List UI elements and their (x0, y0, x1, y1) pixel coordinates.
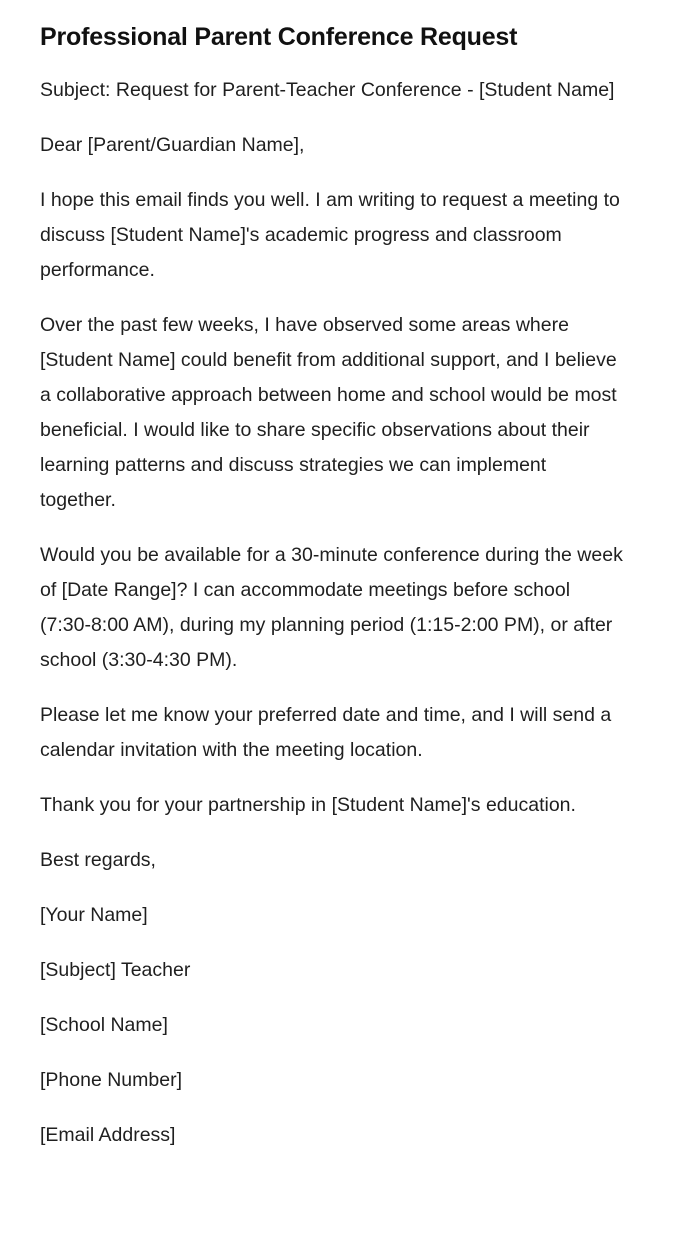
page-title: Professional Parent Conference Request (40, 23, 518, 51)
paragraph-intro: I hope this email finds you well. I am writing to request a meeting to discuss [Student Name]'s academic progress and classroom performance. (40, 188, 620, 281)
paragraph-availability: Would you be available for a 30-minute conference during the week of [Date Range]? I can accommodate meetings before school (7:30-8:00 AM), during my planning period (1:15-2:00 PM), or after school (3:30-4:30 PM). (40, 543, 623, 671)
signature-phone-number: [Phone Number] (40, 1068, 182, 1091)
paragraph-next-steps: Please let me know your preferred date and time, and I will send a calendar invitation with the meeting location. (40, 703, 612, 761)
signature-school-name: [School Name] (40, 1013, 168, 1036)
paragraph-salutation: Dear [Parent/Guardian Name], (40, 133, 305, 156)
signature-your-name: [Your Name] (40, 903, 148, 926)
paragraph-thank-you: Thank you for your partnership in [Student Name]'s education. (40, 793, 576, 816)
paragraph-subject-line: Subject: Request for Parent-Teacher Conference - [Student Name] (40, 78, 615, 101)
paragraph-observations: Over the past few weeks, I have observed some areas where [Student Name] could benefit from additional support, and I believe a collaborative approach between home and school would be most beneficial. I would like to share specific observations about their learning patterns and discuss strategies we can implement together. (40, 313, 617, 511)
signature-role: [Subject] Teacher (40, 958, 191, 981)
signature-closing: Best regards, (40, 848, 156, 871)
signature-email-address: [Email Address] (40, 1123, 176, 1146)
